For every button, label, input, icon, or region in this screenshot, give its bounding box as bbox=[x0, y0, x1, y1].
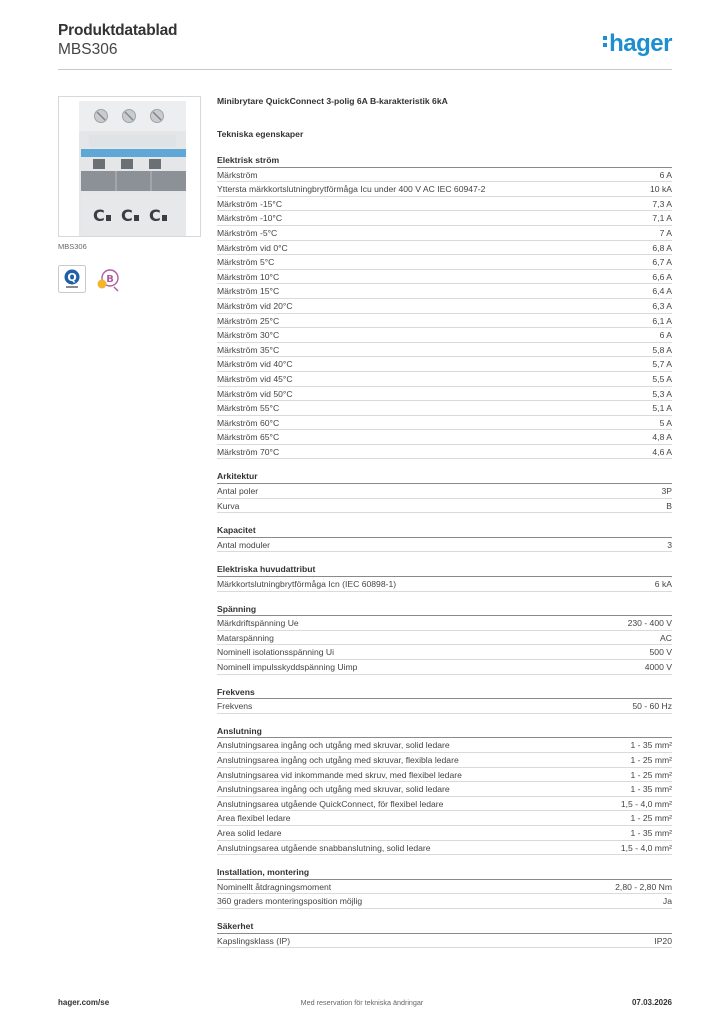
footer-disclaimer: Med reservation för tekniska ändringar bbox=[300, 998, 424, 1007]
spec-section bbox=[217, 153, 672, 459]
spec-label: Märkström 10°C bbox=[217, 271, 280, 282]
spec-section bbox=[217, 562, 672, 591]
section-title: Anslutning bbox=[217, 724, 672, 739]
document-subtitle: MBS306 bbox=[58, 41, 118, 58]
spec-value: 230 - 400 V bbox=[627, 618, 672, 629]
spec-label: Märkström vid 20°C bbox=[217, 300, 293, 311]
spec-label: Märkström vid 45°C bbox=[217, 373, 293, 384]
section-title: Elektriska huvudattribut bbox=[217, 562, 672, 577]
spec-value: 6 A bbox=[659, 330, 672, 341]
logo-text: hager bbox=[609, 30, 672, 57]
product-image bbox=[58, 96, 201, 237]
section-title: Säkerhet bbox=[217, 919, 672, 934]
spec-label: Märkkortslutningbrytförmåga Icn (IEC 60898-1) bbox=[217, 579, 397, 590]
spec-value: 2,80 - 2,80 Nm bbox=[615, 881, 672, 892]
spec-row bbox=[217, 270, 672, 285]
spec-label: Anslutningsarea ingång och utgång med skruvar, solid ledare bbox=[217, 740, 450, 751]
spec-label: Anslutningsarea utgående snabbanslutning, solid ledare bbox=[217, 842, 431, 853]
spec-sections bbox=[217, 153, 672, 948]
spec-value: 50 - 60 Hz bbox=[632, 701, 672, 712]
spec-label: Nominell impulsskyddspänning Uimp bbox=[217, 662, 358, 672]
hager-logo bbox=[603, 30, 672, 58]
spec-section bbox=[217, 724, 672, 855]
spec-row bbox=[217, 357, 672, 372]
spec-row bbox=[217, 241, 672, 256]
b-curve-icon bbox=[94, 265, 122, 293]
spec-row bbox=[217, 445, 672, 460]
product-code: MBS306 bbox=[58, 242, 87, 251]
document-title: Produktdatablad bbox=[58, 22, 178, 39]
spec-value: 5,7 A bbox=[652, 359, 672, 370]
spec-row bbox=[217, 768, 672, 783]
spec-section bbox=[217, 523, 672, 552]
spec-label: Area solid ledare bbox=[217, 827, 282, 838]
spec-label: Kapslingsklass (IP) bbox=[217, 935, 291, 946]
spec-row bbox=[217, 782, 672, 797]
spec-row bbox=[217, 387, 672, 402]
spec-label: Märkström 60°C bbox=[217, 417, 280, 428]
spec-value: 1 - 25 mm² bbox=[630, 769, 672, 780]
product-sidebar bbox=[58, 96, 201, 293]
spec-row bbox=[217, 699, 672, 714]
product-badges bbox=[58, 265, 201, 293]
spec-value: 1 - 25 mm² bbox=[630, 754, 672, 765]
footer-date: 07.03.2026 bbox=[631, 998, 672, 1007]
spec-value: 4000 V bbox=[644, 662, 672, 672]
spec-value: IP20 bbox=[654, 935, 672, 946]
spec-label: Anslutningsarea ingång och utgång med skruvar, flexibla ledare bbox=[217, 754, 459, 765]
spec-value: 6,4 A bbox=[652, 286, 672, 297]
spec-row bbox=[217, 631, 672, 646]
footer-website: hager.com/se bbox=[58, 998, 110, 1007]
spec-label: Anslutningsarea vid inkommande med skruv, med flexibel ledare bbox=[217, 769, 462, 780]
spec-row bbox=[217, 284, 672, 299]
spec-label: Märkström 70°C bbox=[217, 446, 280, 457]
spec-label: Märkström -5°C bbox=[217, 227, 278, 238]
spec-value: 3P bbox=[661, 486, 672, 497]
spec-value: 5,3 A bbox=[652, 388, 672, 399]
svg-text:C: C bbox=[149, 206, 161, 225]
spec-label: Kurva bbox=[217, 500, 240, 511]
spec-row bbox=[217, 753, 672, 768]
spec-value: 7,3 A bbox=[652, 198, 672, 209]
svg-text:Q: Q bbox=[67, 271, 77, 284]
specifications bbox=[217, 96, 672, 948]
spec-value: 500 V bbox=[649, 647, 672, 658]
spec-row bbox=[217, 826, 672, 841]
spec-label: Märkström 55°C bbox=[217, 403, 280, 414]
spec-value: Ja bbox=[662, 896, 672, 907]
section-title: Spänning bbox=[217, 602, 672, 617]
spec-row bbox=[217, 499, 672, 514]
spec-row bbox=[217, 934, 672, 949]
spec-row bbox=[217, 811, 672, 826]
spec-row bbox=[217, 797, 672, 812]
spec-value: 5 A bbox=[659, 417, 672, 428]
spec-value: 1,5 - 4,0 mm² bbox=[620, 798, 672, 809]
spec-label: Matarspänning bbox=[217, 632, 274, 643]
svg-text:B: B bbox=[106, 274, 114, 285]
spec-label: Märkström vid 40°C bbox=[217, 359, 293, 370]
spec-row bbox=[217, 616, 672, 631]
spec-value: 1 - 35 mm² bbox=[630, 827, 672, 838]
spec-row bbox=[217, 328, 672, 343]
circuit-breaker-illustration bbox=[59, 97, 201, 237]
spec-value: 5,8 A bbox=[652, 344, 672, 355]
document-header bbox=[58, 22, 672, 70]
spec-row bbox=[217, 211, 672, 226]
section-title: Arkitektur bbox=[217, 469, 672, 484]
spec-value: B bbox=[666, 500, 672, 511]
header-divider bbox=[58, 69, 672, 70]
spec-row bbox=[217, 430, 672, 445]
spec-row bbox=[217, 484, 672, 499]
spec-row bbox=[217, 197, 672, 212]
spec-value: 1 - 25 mm² bbox=[630, 813, 672, 824]
spec-value: 6,8 A bbox=[652, 242, 672, 253]
spec-row bbox=[217, 880, 672, 895]
spec-row bbox=[217, 299, 672, 314]
spec-value: 6,7 A bbox=[652, 257, 672, 268]
spec-value: 1 - 35 mm² bbox=[630, 740, 672, 751]
spec-value: 6 kA bbox=[654, 579, 672, 590]
spec-row bbox=[217, 416, 672, 431]
spec-label: Nominellt åtdragningsmoment bbox=[217, 881, 332, 892]
spec-row bbox=[217, 314, 672, 329]
spec-label: Nominell isolationsspänning Ui bbox=[217, 647, 335, 658]
spec-value: 10 kA bbox=[650, 184, 672, 195]
spec-row bbox=[217, 577, 672, 592]
spec-label: Yttersta märkkortslutningbrytförmåga Icu under 400 V AC IEC 60947-2 bbox=[217, 184, 486, 195]
spec-value: 1 - 35 mm² bbox=[630, 784, 672, 795]
spec-label: Märkström 25°C bbox=[217, 315, 280, 326]
spec-section bbox=[217, 865, 672, 909]
spec-row bbox=[217, 182, 672, 197]
spec-value: 6 A bbox=[659, 169, 672, 180]
spec-label: Area flexibel ledare bbox=[217, 813, 291, 824]
spec-section bbox=[217, 919, 672, 948]
spec-label: 360 graders monteringsposition möjlig bbox=[217, 896, 363, 907]
spec-row bbox=[217, 226, 672, 241]
spec-value: 3 bbox=[667, 539, 672, 550]
spec-value: AC bbox=[660, 632, 672, 643]
spec-value: 5,1 A bbox=[652, 403, 672, 414]
svg-text:C: C bbox=[121, 206, 133, 225]
spec-value: 7,1 A bbox=[652, 213, 672, 224]
spec-row bbox=[217, 255, 672, 270]
spec-row bbox=[217, 538, 672, 553]
spec-label: Märkström 65°C bbox=[217, 432, 280, 443]
specifications-title: Tekniska egenskaper bbox=[217, 129, 304, 139]
spec-label: Märkström 15°C bbox=[217, 286, 280, 297]
spec-row bbox=[217, 343, 672, 358]
section-title: Elektrisk ström bbox=[217, 153, 672, 168]
spec-value: 4,6 A bbox=[652, 446, 672, 457]
spec-label: Märkström vid 50°C bbox=[217, 388, 293, 399]
spec-label: Märkström 35°C bbox=[217, 344, 280, 355]
spec-row bbox=[217, 841, 672, 856]
product-name: Minibrytare QuickConnect 3-polig 6A B-karakteristik 6kA bbox=[217, 96, 448, 106]
spec-value: 6,3 A bbox=[652, 300, 672, 311]
spec-label: Anslutningsarea ingång och utgång med skruvar, solid ledare bbox=[217, 784, 450, 795]
spec-row bbox=[217, 894, 672, 909]
spec-value: 5,5 A bbox=[652, 373, 672, 384]
spec-label: Märkdriftspänning Ue bbox=[217, 618, 299, 629]
spec-value: 1,5 - 4,0 mm² bbox=[620, 842, 672, 853]
section-title: Frekvens bbox=[217, 685, 672, 700]
spec-label: Antal poler bbox=[217, 486, 259, 497]
section-title: Installation, montering bbox=[217, 865, 672, 880]
spec-row bbox=[217, 738, 672, 753]
spec-value: 6,1 A bbox=[652, 315, 672, 326]
spec-row bbox=[217, 645, 672, 660]
spec-label: Märkström 5°C bbox=[217, 257, 275, 268]
spec-label: Märkström vid 0°C bbox=[217, 242, 288, 253]
spec-label: Märkström bbox=[217, 169, 258, 180]
spec-label: Antal moduler bbox=[217, 539, 271, 550]
spec-label: Märkström -10°C bbox=[217, 213, 283, 224]
section-title: Kapacitet bbox=[217, 523, 672, 538]
spec-section bbox=[217, 602, 672, 675]
spec-row bbox=[217, 660, 672, 675]
spec-value: 7 A bbox=[659, 227, 672, 238]
spec-row bbox=[217, 372, 672, 387]
quickconnect-icon bbox=[58, 265, 86, 293]
spec-section bbox=[217, 469, 672, 513]
spec-label: Märkström -15°C bbox=[217, 198, 283, 209]
spec-row bbox=[217, 401, 672, 416]
spec-label: Märkström 30°C bbox=[217, 330, 280, 341]
svg-text:C: C bbox=[93, 206, 105, 225]
spec-section bbox=[217, 685, 672, 714]
spec-row bbox=[217, 168, 672, 183]
spec-value: 4,8 A bbox=[652, 432, 672, 443]
spec-label: Anslutningsarea utgående QuickConnect, för flexibel ledare bbox=[217, 798, 444, 809]
spec-label: Frekvens bbox=[217, 701, 253, 712]
spec-value: 6,6 A bbox=[652, 271, 672, 282]
